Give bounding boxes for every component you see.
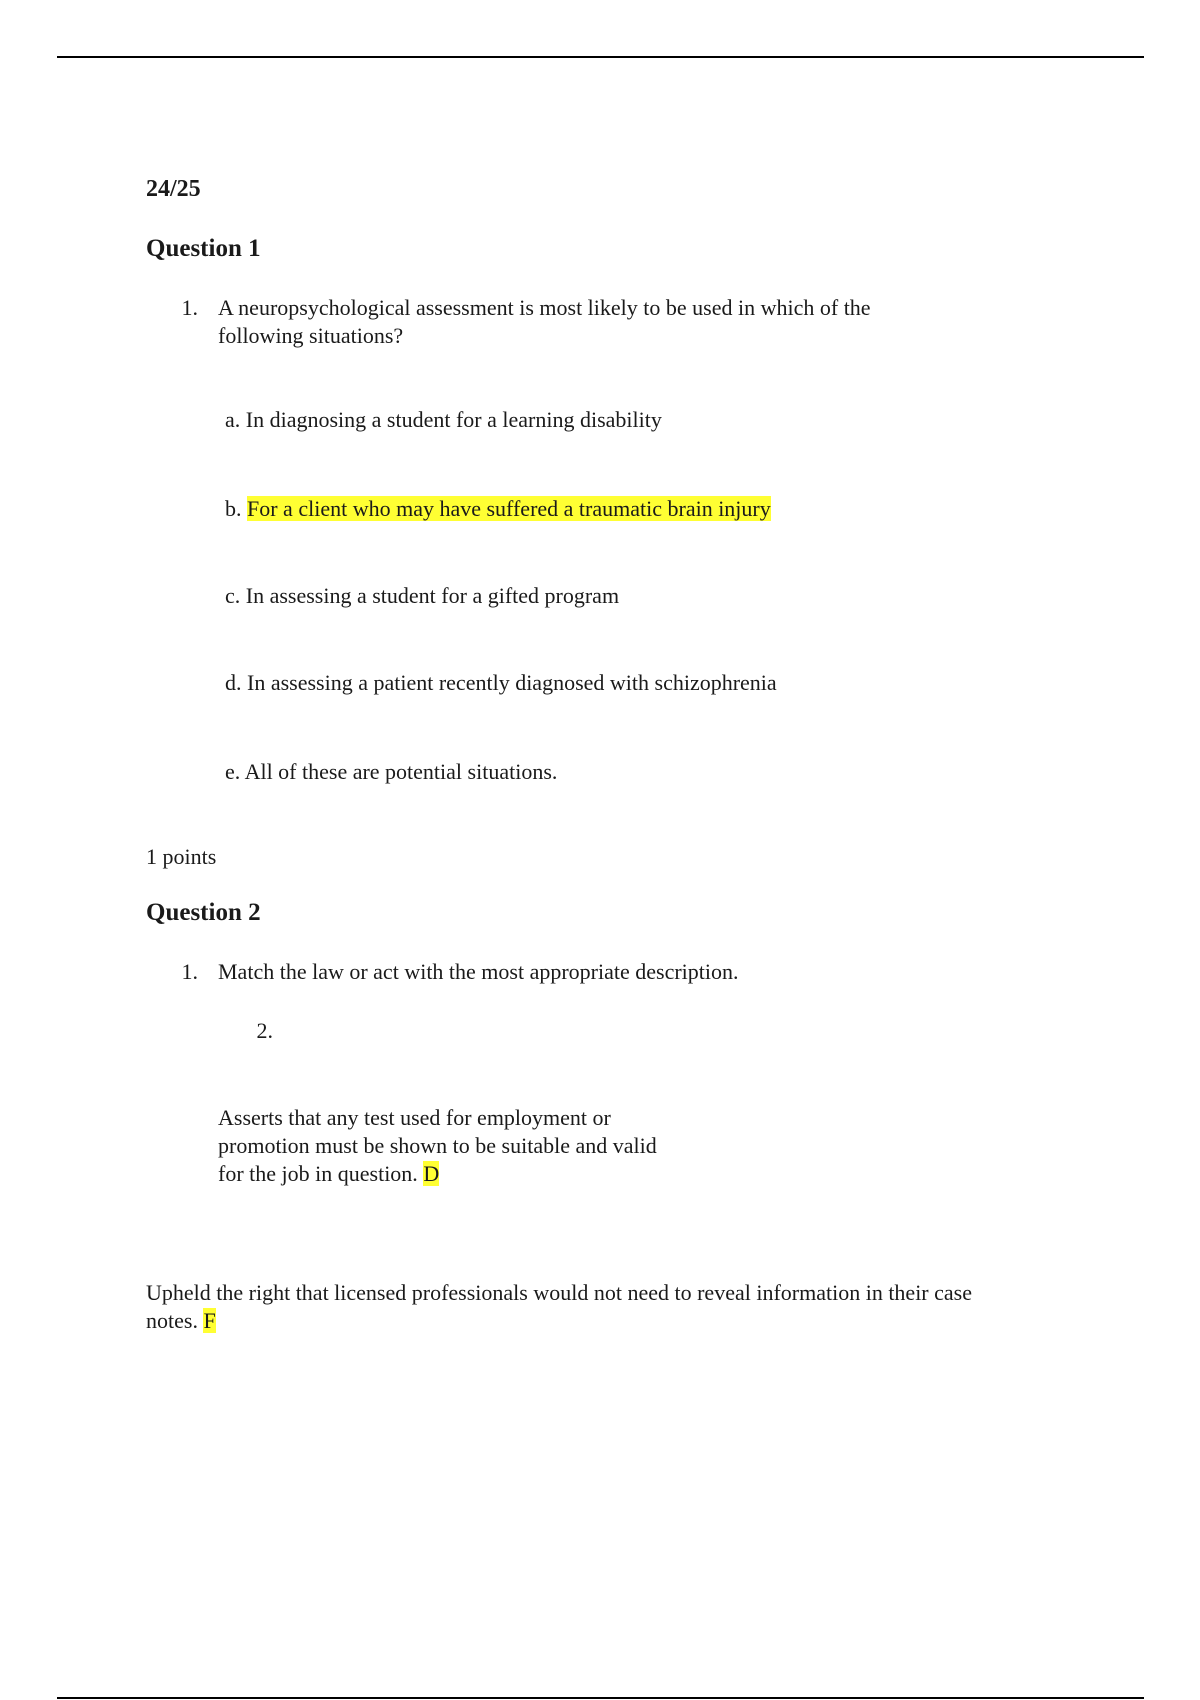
question-1-stem-line2: following situations? [218,323,404,348]
option-a-letter: a. [225,407,241,432]
question-2-heading: Question 2 [146,899,261,926]
question-1-heading: Question 1 [146,235,261,262]
option-d-text: In assessing a patient recently diagnosed with schizophrenia [247,670,777,695]
match-item-2-line1: Upheld the right that licensed professionals would not need to reveal information in their case [146,1280,972,1305]
match-item-2-line2 [146,1307,216,1335]
question-2-sub-number: 2. [256,1018,273,1043]
option-c-letter: c. [225,583,241,608]
option-a[interactable] [225,406,662,434]
option-b-text-highlighted: For a client who may have suffered a traumatic brain injury [247,496,771,521]
option-a-text: In diagnosing a student for a learning disability [245,407,662,432]
match-item-2-answer[interactable]: F [203,1308,216,1333]
question-2-stem: Match the law or act with the most appropriate description. [218,959,739,984]
question-1-points: 1 points [146,844,217,869]
question-2-number: 1. [181,959,198,984]
option-d-letter: d. [225,670,242,695]
top-rule [57,56,1144,58]
match-item-1-line3 [218,1160,439,1188]
option-d[interactable] [225,669,777,697]
match-item-1-line2: promotion must be shown to be suitable and valid [218,1133,657,1158]
option-e-text: All of these are potential situations. [244,759,558,784]
option-e[interactable] [225,758,557,786]
match-item-1-answer[interactable]: D [423,1161,440,1186]
option-e-letter: e. [225,759,241,784]
score: 24/25 [146,176,201,202]
option-c-text: In assessing a student for a gifted program [245,583,620,608]
match-item-2-line2-text: notes. [146,1308,198,1333]
question-1-number: 1. [181,295,198,320]
option-b[interactable] [225,495,771,523]
option-b-letter: b. [225,496,242,521]
match-item-1-line1: Asserts that any test used for employment or [218,1105,611,1130]
option-c[interactable] [225,582,619,610]
question-1-stem-line1: A neuropsychological assessment is most likely to be used in which of the [218,295,871,320]
match-item-1-line3-text: for the job in question. [218,1161,418,1186]
bottom-rule [57,1697,1144,1699]
